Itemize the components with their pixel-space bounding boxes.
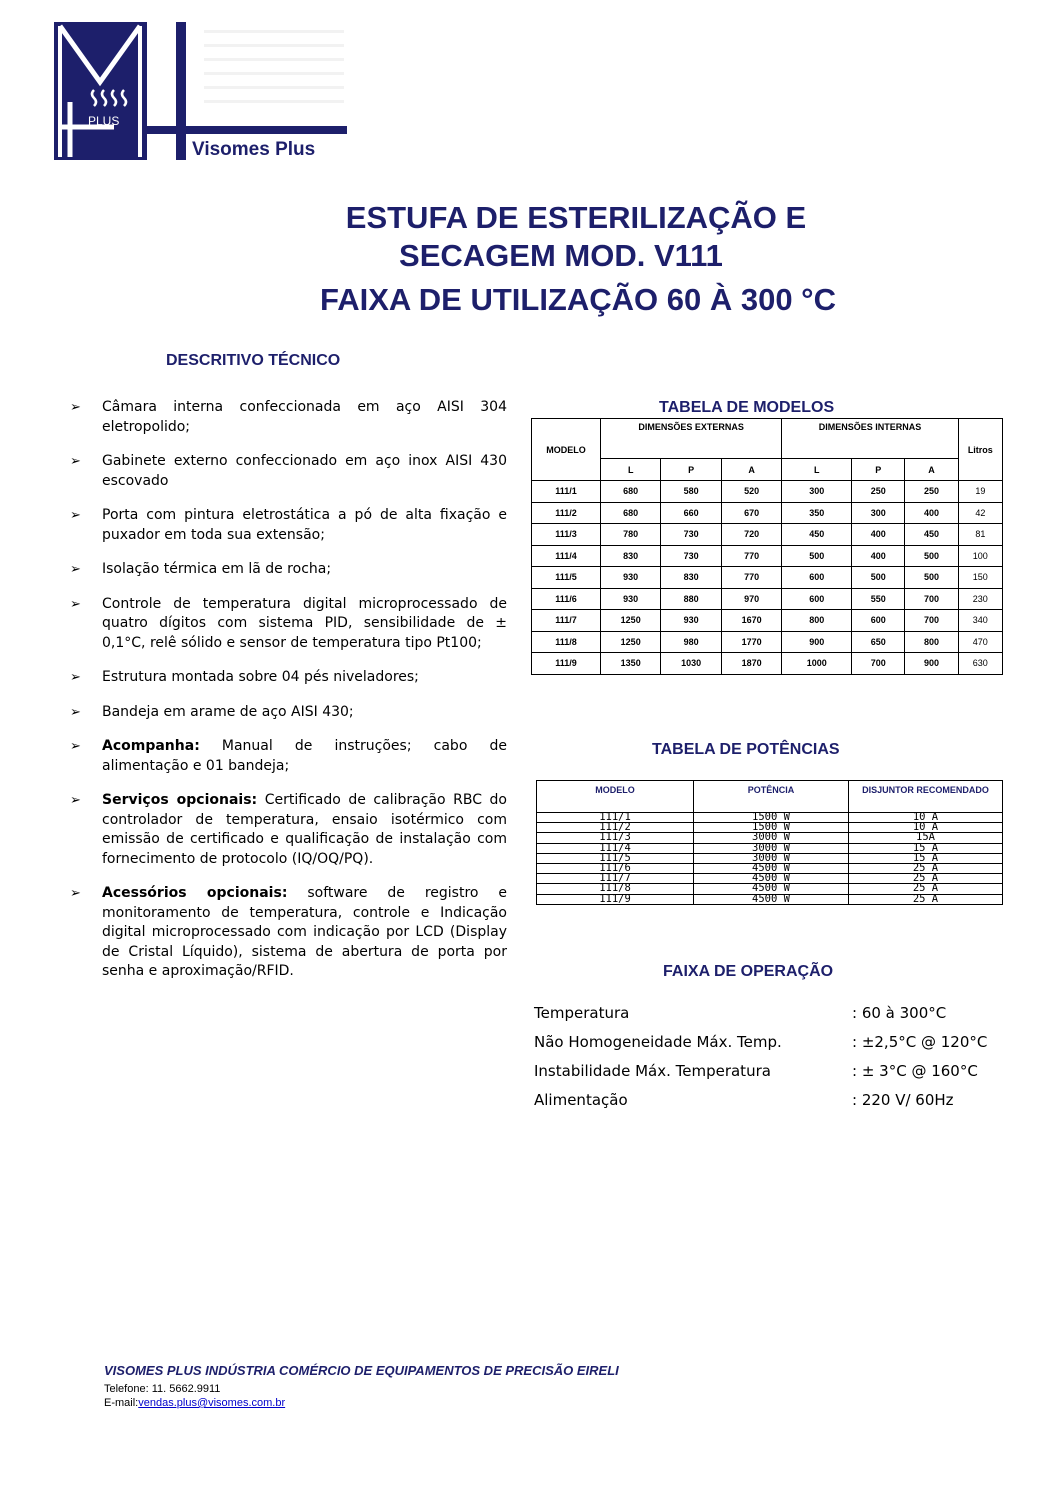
models-table-cell: 1250 bbox=[600, 631, 660, 653]
descritivo-item-text: Porta com pintura eletrostática a pó de alta fixação e puxador em toda sua extensão; bbox=[102, 507, 507, 543]
models-table-cell: 100 bbox=[958, 545, 1002, 567]
power-table-cell: 25 A bbox=[849, 894, 1003, 904]
models-table-cell: 930 bbox=[600, 567, 660, 589]
brand-name: Visomes Plus bbox=[192, 139, 316, 160]
models-table-row bbox=[532, 610, 1003, 632]
models-table-cell: 400 bbox=[905, 502, 958, 524]
models-table-cell: 250 bbox=[905, 481, 958, 503]
models-table-cell: 300 bbox=[852, 502, 905, 524]
models-table-cell: 830 bbox=[600, 545, 660, 567]
power-table-cell: 3000 W bbox=[694, 843, 849, 853]
models-subheader-cell: P bbox=[852, 459, 905, 481]
power-table-cell: 25 A bbox=[849, 874, 1003, 884]
descritivo-item bbox=[70, 737, 507, 776]
models-table-row bbox=[532, 545, 1003, 567]
power-table-cell: 1500 W bbox=[694, 813, 849, 823]
operation-label: Instabilidade Máx. Temperatura bbox=[534, 1062, 771, 1080]
footer-phone: Telefone: 11. 5662.9911 bbox=[104, 1383, 221, 1395]
models-table-cell: 770 bbox=[721, 545, 782, 567]
power-table-cell: 3000 W bbox=[694, 853, 849, 863]
descritivo-item bbox=[70, 703, 507, 723]
bullet-arrow-icon: ➢ bbox=[70, 704, 81, 720]
power-table-cell: 4500 W bbox=[694, 863, 849, 873]
models-table-row bbox=[532, 567, 1003, 589]
models-table-cell: 930 bbox=[661, 610, 721, 632]
models-table-cell: 300 bbox=[782, 481, 852, 503]
operation-label: Temperatura bbox=[534, 1004, 630, 1022]
models-col-ext: DIMENSÕES EXTERNAS bbox=[600, 419, 781, 459]
power-table-cell: 4500 W bbox=[694, 874, 849, 884]
footer-email-label: E-mail: bbox=[104, 1397, 139, 1409]
models-table-cell: 800 bbox=[782, 610, 852, 632]
power-table bbox=[536, 780, 1003, 905]
models-table-cell: 650 bbox=[852, 631, 905, 653]
bullet-arrow-icon: ➢ bbox=[70, 400, 81, 415]
power-table-cell: 111/5 bbox=[537, 853, 694, 863]
power-table-cell: 111/1 bbox=[537, 813, 694, 823]
models-table-cell: 1000 bbox=[782, 653, 852, 675]
models-table-row bbox=[532, 524, 1003, 546]
models-table-cell: 830 bbox=[661, 567, 721, 589]
models-table-cell: 770 bbox=[721, 567, 782, 589]
footer-email-line bbox=[104, 1397, 285, 1409]
models-table-row bbox=[532, 481, 1003, 503]
models-subheader-cell: L bbox=[782, 459, 852, 481]
models-table-cell: 700 bbox=[905, 610, 958, 632]
models-table-cell: 250 bbox=[852, 481, 905, 503]
models-table-cell: 111/6 bbox=[532, 588, 601, 610]
models-table-cell: 111/9 bbox=[532, 653, 601, 675]
models-subheader-cell: A bbox=[905, 459, 958, 481]
models-table-cell: 900 bbox=[905, 653, 958, 675]
models-table-cell: 111/3 bbox=[532, 524, 601, 546]
models-table-cell: 660 bbox=[661, 502, 721, 524]
descritivo-item bbox=[70, 452, 507, 491]
models-table-cell: 81 bbox=[958, 524, 1002, 546]
descritivo-item-label: Serviços opcionais: bbox=[102, 792, 258, 808]
bullet-arrow-icon: ➢ bbox=[70, 793, 81, 808]
models-table-cell: 1030 bbox=[661, 653, 721, 675]
bullet-arrow-icon: ➢ bbox=[70, 670, 81, 685]
descritivo-heading: DESCRITIVO TÉCNICO bbox=[166, 352, 341, 369]
descritivo-item-text: Manual de instruções; cabo de alimentação e 01 bandeja; bbox=[102, 738, 507, 774]
models-table-row bbox=[532, 653, 1003, 675]
power-table-cell: 10 A bbox=[849, 823, 1003, 833]
descritivo-item-text: Bandeja em arame de aço AISI 430; bbox=[102, 703, 354, 720]
models-table-cell: 930 bbox=[600, 588, 660, 610]
models-col-int: DIMENSÕES INTERNAS bbox=[782, 419, 958, 459]
models-table-cell: 670 bbox=[721, 502, 782, 524]
descritivo-list bbox=[70, 398, 507, 997]
descritivo-item-text: software de registro e monitoramento de temperatura, controle e Indicação digital microprocessado com indicação por LCD (Display de Cristal Líquido), sistema de abertura de porta por senha e aproximação/RFID. bbox=[102, 885, 507, 979]
models-table-cell: 880 bbox=[661, 588, 721, 610]
models-subheader-cell: P bbox=[661, 459, 721, 481]
models-table-cell: 470 bbox=[958, 631, 1002, 653]
models-table-row bbox=[532, 631, 1003, 653]
models-table-cell: 1350 bbox=[600, 653, 660, 675]
power-table-cell: 4500 W bbox=[694, 884, 849, 894]
descritivo-item bbox=[70, 398, 507, 437]
descritivo-item-text: Gabinete externo confeccionado em aço inox AISI 430 escovado bbox=[102, 453, 507, 489]
models-table-cell: 780 bbox=[600, 524, 660, 546]
operation-value: : ±2,5°C @ 120°C bbox=[852, 1033, 988, 1051]
models-subheader-cell: L bbox=[600, 459, 660, 481]
models-table-cell: 720 bbox=[721, 524, 782, 546]
models-table-cell: 700 bbox=[905, 588, 958, 610]
models-table-cell: 600 bbox=[782, 567, 852, 589]
models-table-cell: 900 bbox=[782, 631, 852, 653]
power-col-modelo: MODELO bbox=[537, 781, 694, 813]
power-table-cell: 4500 W bbox=[694, 894, 849, 904]
descritivo-item bbox=[70, 506, 507, 545]
models-table-cell: 970 bbox=[721, 588, 782, 610]
models-table-cell: 450 bbox=[782, 524, 852, 546]
models-table-cell: 500 bbox=[782, 545, 852, 567]
power-table-cell: 15 A bbox=[849, 843, 1003, 853]
power-table-cell: 10 A bbox=[849, 813, 1003, 823]
descritivo-item bbox=[70, 884, 507, 982]
descritivo-item-text: Câmara interna confeccionada em aço AISI 304 eletropolido; bbox=[102, 399, 507, 435]
bullet-arrow-icon: ➢ bbox=[70, 454, 81, 469]
descritivo-item bbox=[70, 791, 507, 869]
models-table-cell: 580 bbox=[661, 481, 721, 503]
models-table-cell: 111/1 bbox=[532, 481, 601, 503]
descritivo-item-label: Acompanha: bbox=[102, 738, 200, 754]
models-table-cell: 980 bbox=[661, 631, 721, 653]
models-table-cell: 400 bbox=[852, 524, 905, 546]
models-subheader-cell: A bbox=[721, 459, 782, 481]
power-table-cell: 111/3 bbox=[537, 833, 694, 843]
models-table-cell: 600 bbox=[852, 610, 905, 632]
models-table-cell: 111/2 bbox=[532, 502, 601, 524]
descritivo-item-text: Certificado de calibração RBC do controlador de temperatura, ensaio isotérmico com emissão de certificado e qualificação de instalação com fornecimento de protocolo (IQ/OQ/PQ). bbox=[102, 792, 507, 867]
title-line-2: SECAGEM MOD. V111 bbox=[399, 238, 723, 273]
models-table-cell: 150 bbox=[958, 567, 1002, 589]
models-table-cell: 42 bbox=[958, 502, 1002, 524]
models-table-cell: 500 bbox=[905, 545, 958, 567]
models-table-cell: 630 bbox=[958, 653, 1002, 675]
models-table-row bbox=[532, 502, 1003, 524]
models-table-cell: 550 bbox=[852, 588, 905, 610]
models-table-cell: 680 bbox=[600, 502, 660, 524]
models-table-cell: 111/5 bbox=[532, 567, 601, 589]
descritivo-item-label: Acessórios opcionais: bbox=[102, 885, 288, 901]
power-table-cell: 1500 W bbox=[694, 823, 849, 833]
models-table-cell: 500 bbox=[852, 567, 905, 589]
footer-email-link[interactable]: vendas.plus@visomes.com.br bbox=[138, 1397, 286, 1409]
models-table-cell: 230 bbox=[958, 588, 1002, 610]
operation-value: : 220 V/ 60Hz bbox=[852, 1091, 954, 1109]
power-col-disjuntor: DISJUNTOR RECOMENDADO bbox=[849, 781, 1003, 813]
power-table-cell: 25 A bbox=[849, 884, 1003, 894]
models-table bbox=[531, 418, 1003, 675]
power-table-cell: 111/2 bbox=[537, 823, 694, 833]
power-table-cell: 15A bbox=[849, 833, 1003, 843]
models-table-cell: 340 bbox=[958, 610, 1002, 632]
operation-value: : ± 3°C @ 160°C bbox=[852, 1062, 978, 1080]
bullet-arrow-icon: ➢ bbox=[70, 562, 81, 577]
bullet-arrow-icon: ➢ bbox=[70, 886, 81, 901]
models-table-cell: 111/4 bbox=[532, 545, 601, 567]
power-table-cell: 111/9 bbox=[537, 894, 694, 904]
models-table-cell: 500 bbox=[905, 567, 958, 589]
descritivo-item-text: Estrutura montada sobre 04 pés niveladores; bbox=[102, 669, 419, 685]
descritivo-item-text: Controle de temperatura digital microprocessado de quatro dígitos com sistema PID, sensibilidade de ± 0,1°C, relê sólido e sensor de temperatura tipo Pt100; bbox=[102, 595, 507, 651]
descritivo-item bbox=[70, 668, 507, 688]
models-table-cell: 450 bbox=[905, 524, 958, 546]
models-table-cell: 680 bbox=[600, 481, 660, 503]
footer-company: VISOMES PLUS INDÚSTRIA COMÉRCIO DE EQUIPAMENTOS DE PRECISÃO EIRELI bbox=[104, 1363, 619, 1378]
models-col-litros: Litros bbox=[958, 419, 1002, 481]
models-table-cell: 1770 bbox=[721, 631, 782, 653]
models-table-cell: 730 bbox=[661, 524, 721, 546]
models-table-cell: 1870 bbox=[721, 653, 782, 675]
operation-heading: FAIXA DE OPERAÇÃO bbox=[663, 963, 834, 980]
models-table-cell: 111/7 bbox=[532, 610, 601, 632]
power-table-cell: 25 A bbox=[849, 863, 1003, 873]
title-line-1: ESTUFA DE ESTERILIZAÇÃO E bbox=[345, 200, 807, 235]
models-table-cell: 1670 bbox=[721, 610, 782, 632]
operation-value: : 60 à 300°C bbox=[852, 1004, 947, 1022]
models-table-row bbox=[532, 588, 1003, 610]
svg-text:PLUS: PLUS bbox=[88, 114, 120, 128]
descritivo-item bbox=[70, 595, 507, 654]
power-table-row bbox=[537, 894, 1003, 904]
models-table-cell: 700 bbox=[852, 653, 905, 675]
operation-label: Não Homogeneidade Máx. Temp. bbox=[534, 1033, 782, 1051]
power-col-potencia: POTÊNCIA bbox=[694, 781, 849, 813]
descritivo-item-text: Isolação térmica em lã de rocha; bbox=[102, 561, 332, 577]
models-table-cell: 19 bbox=[958, 481, 1002, 503]
power-table-cell: 15 A bbox=[849, 853, 1003, 863]
bullet-arrow-icon: ➢ bbox=[70, 596, 81, 612]
operation-label: Alimentação bbox=[534, 1091, 628, 1109]
models-col-modelo: MODELO bbox=[532, 419, 601, 481]
power-table-cell: 111/4 bbox=[537, 843, 694, 853]
models-table-heading: TABELA DE MODELOS bbox=[659, 399, 835, 416]
models-table-cell: 350 bbox=[782, 502, 852, 524]
bullet-arrow-icon: ➢ bbox=[70, 508, 81, 523]
models-table-cell: 1250 bbox=[600, 610, 660, 632]
power-table-cell: 111/6 bbox=[537, 863, 694, 873]
models-table-cell: 800 bbox=[905, 631, 958, 653]
power-table-cell: 111/7 bbox=[537, 874, 694, 884]
models-table-cell: 730 bbox=[661, 545, 721, 567]
power-table-heading: TABELA DE POTÊNCIAS bbox=[652, 741, 840, 758]
power-table-cell: 3000 W bbox=[694, 833, 849, 843]
power-table-cell: 111/8 bbox=[537, 884, 694, 894]
descritivo-item bbox=[70, 560, 507, 580]
models-table-cell: 111/8 bbox=[532, 631, 601, 653]
models-table-cell: 520 bbox=[721, 481, 782, 503]
title-line-3: FAIXA DE UTILIZAÇÃO 60 À 300 °C bbox=[320, 282, 836, 317]
bullet-arrow-icon: ➢ bbox=[70, 739, 81, 754]
models-table-cell: 600 bbox=[782, 588, 852, 610]
models-table-cell: 400 bbox=[852, 545, 905, 567]
